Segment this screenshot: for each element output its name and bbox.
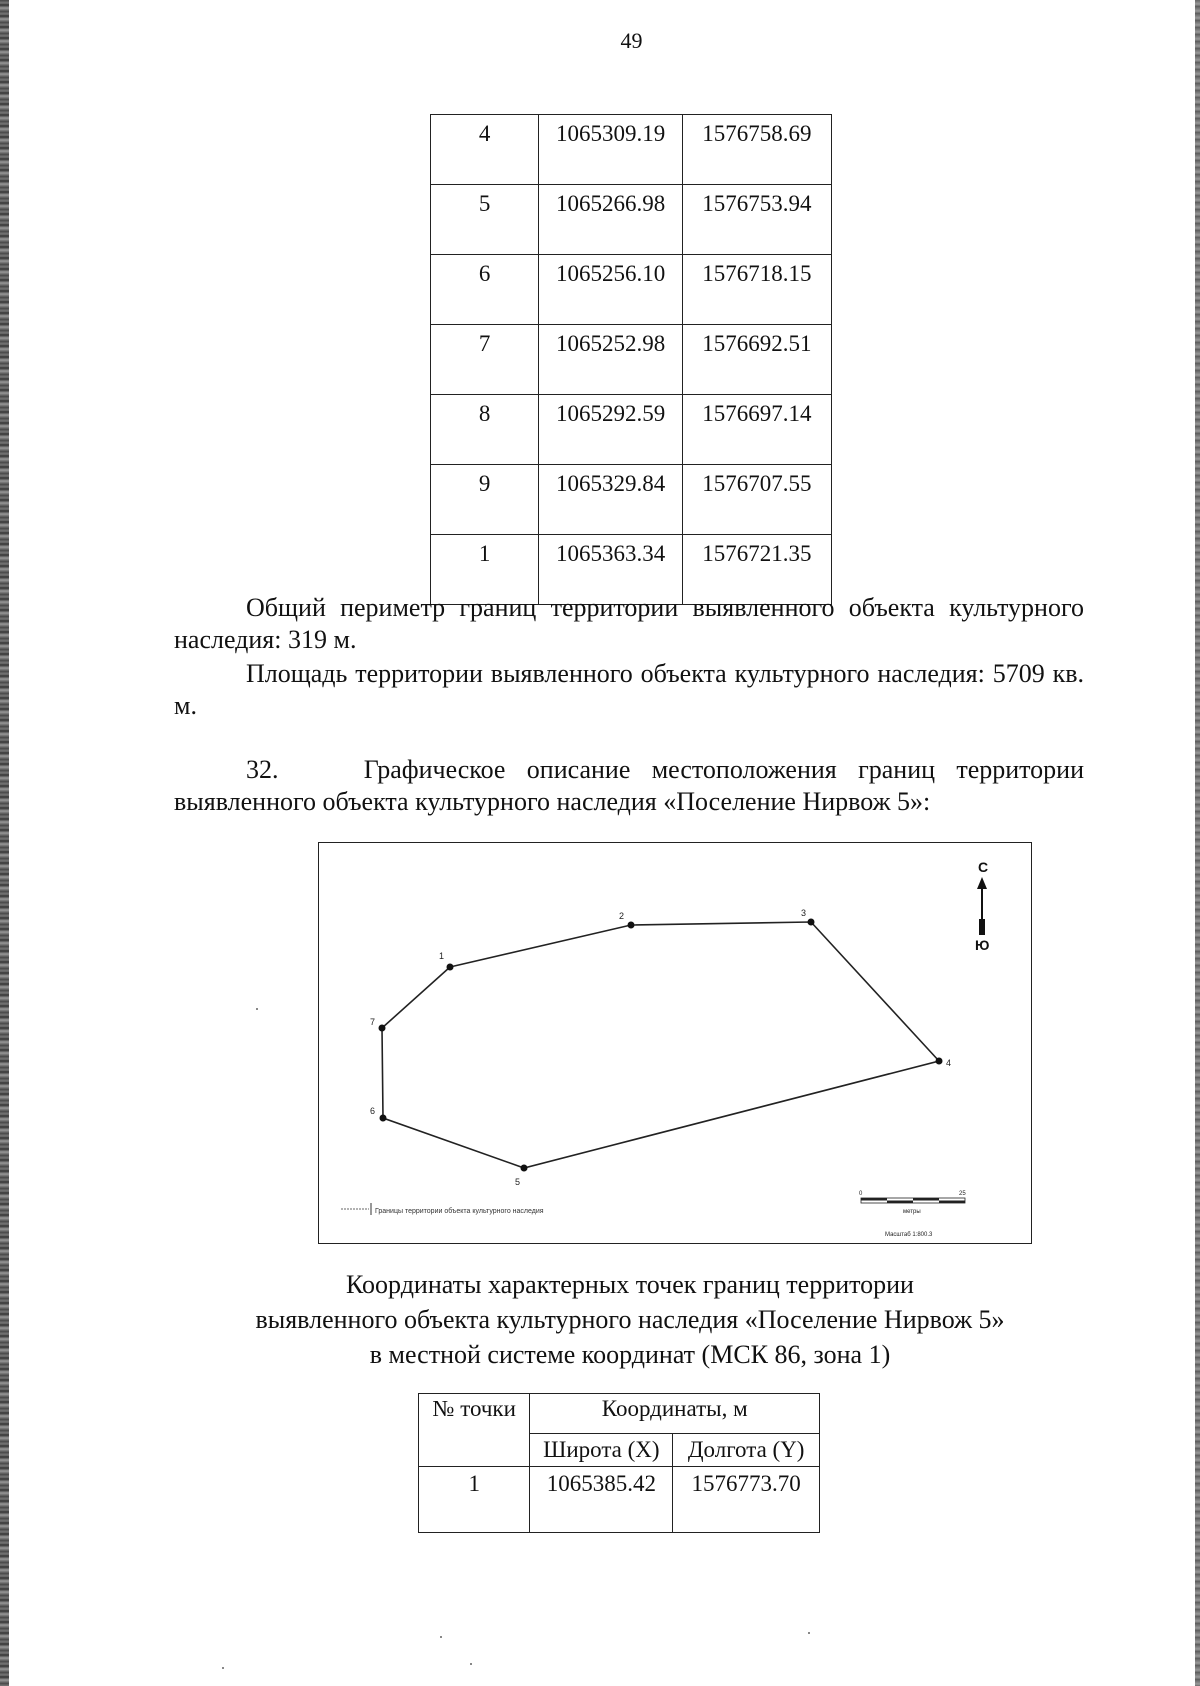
scale-bar: [859, 1191, 966, 1238]
latitude-cell: 1065385.42: [530, 1467, 673, 1533]
table-row: [419, 1467, 820, 1533]
latitude-cell: 1065309.19: [539, 115, 682, 185]
coordinates-caption: [160, 1267, 1100, 1372]
boundary-point-6: [380, 1115, 387, 1122]
table-row: [431, 465, 832, 535]
boundary-map-svg: [319, 843, 1031, 1243]
graphic-description-text: Графическое описание местоположения границ территории выявленного объекта культурного наследия «Поселение Нирвож 5»:: [174, 755, 1085, 816]
latitude-cell: 1065252.98: [539, 325, 682, 395]
point-number-cell: 9: [431, 465, 539, 535]
page-number: 49: [620, 28, 643, 53]
point-number-cell: 4: [431, 115, 539, 185]
boundary-map: [318, 842, 1032, 1244]
latitude-cell: 1065266.98: [539, 185, 682, 255]
caption-line-3: в местной системе координат (МСК 86, зона 1): [369, 1340, 891, 1369]
area-paragraph: [174, 658, 1084, 722]
point-number-cell: 1: [419, 1467, 530, 1533]
table-row: [431, 115, 832, 185]
longitude-cell: 1576721.35: [682, 535, 831, 605]
latitude-cell: 1065363.34: [539, 535, 682, 605]
caption-line-1: Координаты характерных точек границ территории: [346, 1270, 914, 1299]
table-header-row: [419, 1394, 820, 1434]
point-label-3: 3: [801, 908, 807, 918]
north-arrow: [975, 859, 989, 953]
north-label: С: [978, 859, 989, 875]
scan-speck: [256, 1008, 258, 1010]
boundary-point-2: [628, 922, 635, 929]
boundary-point-3: [808, 919, 815, 926]
scale-start: 0: [859, 1191, 863, 1197]
point-number-cell: 1: [431, 535, 539, 605]
point-label-6: 6: [370, 1106, 376, 1116]
boundary-point-5: [521, 1165, 528, 1172]
scale-end: 25: [959, 1191, 966, 1197]
header-coordinates: Координаты, м: [530, 1394, 820, 1434]
table-row: [431, 325, 832, 395]
perimeter-text: Общий периметр границ территории выявленного объекта культурного наследия: 319 м.: [174, 593, 1084, 654]
coordinates-table-continued: [430, 114, 832, 605]
point-number-cell: 7: [431, 325, 539, 395]
point-number-cell: 6: [431, 255, 539, 325]
table-row: [431, 185, 832, 255]
scan-speck: [440, 1636, 442, 1638]
longitude-cell: 1576758.69: [682, 115, 831, 185]
point-label-5: 5: [515, 1177, 521, 1187]
scan-speck: [808, 1632, 810, 1634]
latitude-cell: 1065256.10: [539, 255, 682, 325]
area-text: Площадь территории выявленного объекта культурного наследия: 5709 кв. м.: [174, 659, 1084, 720]
scale-units: метры: [903, 1209, 921, 1215]
header-point-number: № точки: [419, 1394, 530, 1467]
longitude-cell: 1576697.14: [682, 395, 831, 465]
point-number-cell: 5: [431, 185, 539, 255]
legend-text: Границы территории объекта культурного наследия: [375, 1208, 544, 1215]
scan-speck: [222, 1667, 224, 1669]
point-label-4: 4: [946, 1058, 952, 1068]
map-legend: [341, 1203, 544, 1215]
table-row: [431, 255, 832, 325]
scan-speck: [470, 1663, 472, 1665]
south-label: Ю: [975, 937, 990, 953]
longitude-cell: 1576718.15: [682, 255, 831, 325]
boundary-point-7: [379, 1025, 386, 1032]
scale-ratio: Масштаб 1:800.3: [885, 1232, 933, 1238]
latitude-cell: 1065329.84: [539, 465, 682, 535]
boundary-polygon: [382, 922, 939, 1168]
table-row: [431, 395, 832, 465]
boundary-point-1: [447, 964, 454, 971]
longitude-cell: 1576753.94: [682, 185, 831, 255]
scan-left-edge: [0, 0, 9, 1686]
point-number-cell: 8: [431, 395, 539, 465]
perimeter-paragraph: [174, 592, 1084, 656]
scan-right-edge: [1195, 0, 1200, 1686]
header-longitude: Долгота (Y): [673, 1434, 820, 1467]
header-latitude: Широта (X): [530, 1434, 673, 1467]
caption-line-2: выявленного объекта культурного наследия «Поселение Нирвож 5»: [255, 1305, 1005, 1334]
coordinates-table: [418, 1393, 820, 1533]
longitude-cell: 1576692.51: [682, 325, 831, 395]
point-label-7: 7: [370, 1017, 376, 1027]
point-label-2: 2: [619, 911, 625, 921]
graphic-description-paragraph: [174, 754, 1084, 818]
longitude-cell: 1576707.55: [682, 465, 831, 535]
point-label-1: 1: [439, 951, 445, 961]
latitude-cell: 1065292.59: [539, 395, 682, 465]
section-number: 32.: [246, 755, 279, 784]
boundary-point-4: [936, 1058, 943, 1065]
longitude-cell: 1576773.70: [673, 1467, 820, 1533]
